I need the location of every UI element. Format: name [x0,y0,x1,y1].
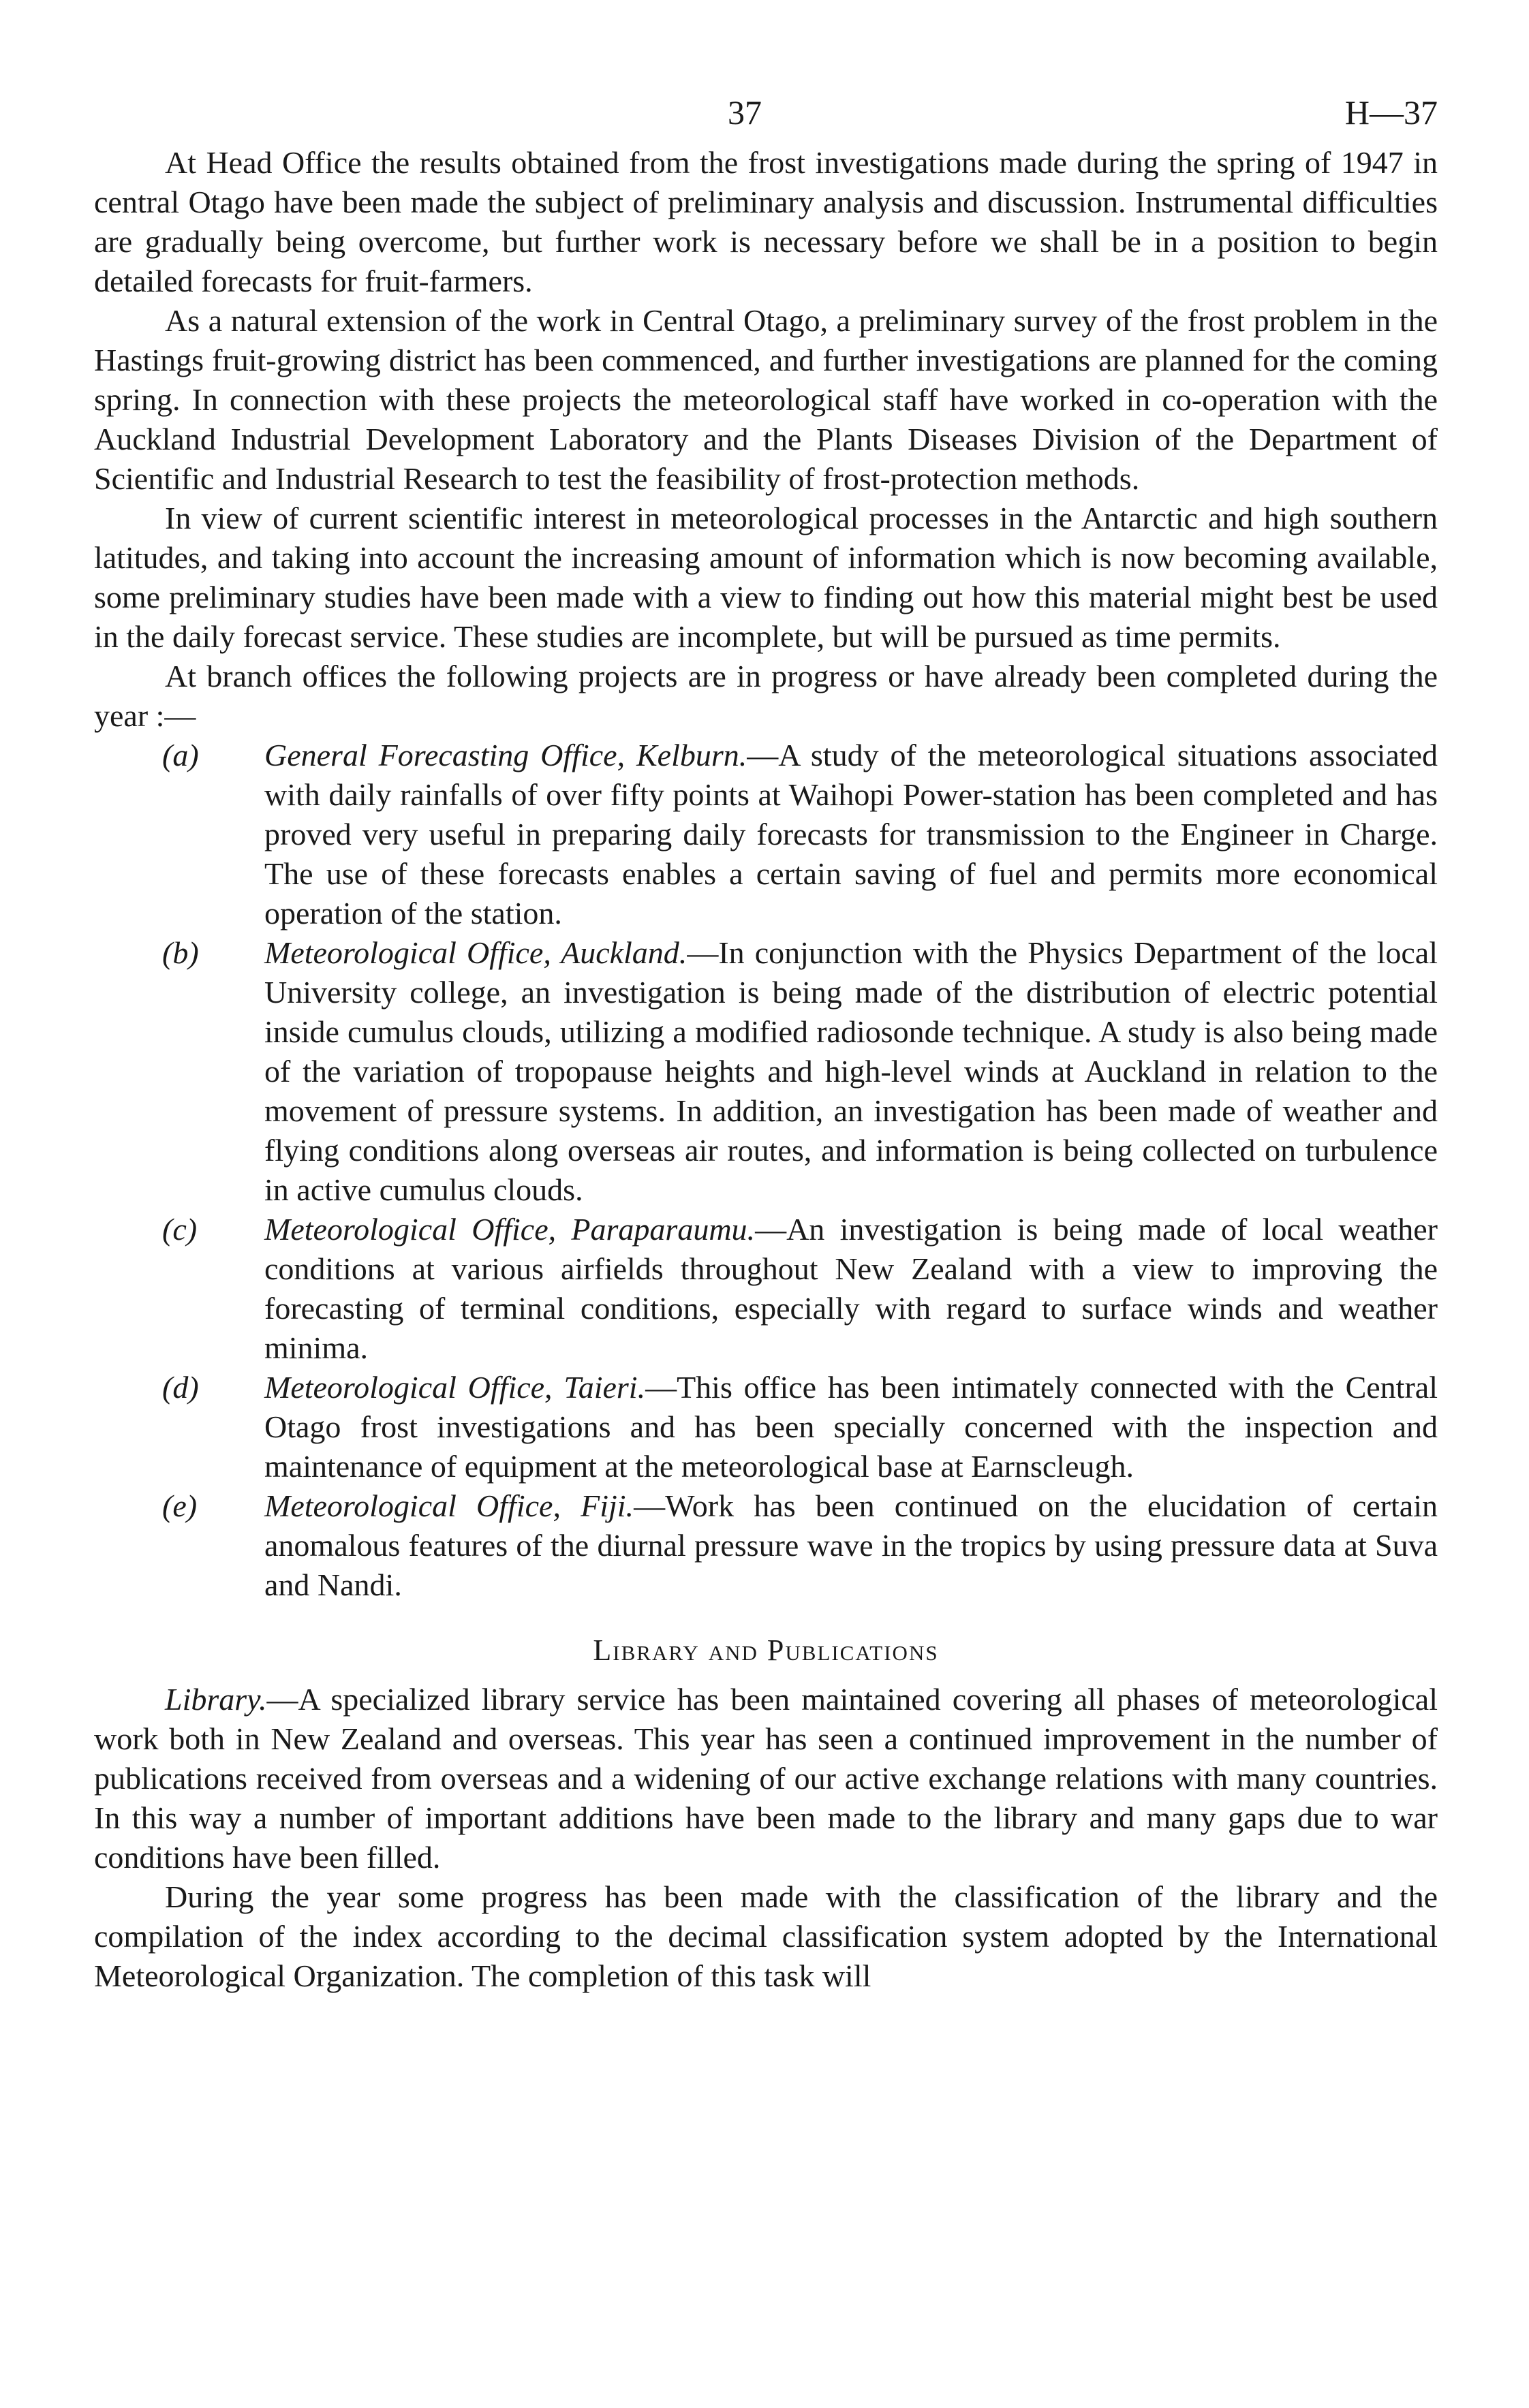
office-name: Meteorological Office, Taieri. [264,1370,646,1405]
list-label: (e) [162,1488,198,1523]
document-reference: H—37 [1344,93,1438,131]
paragraph-hastings-survey: As a natural extension of the work in Central Otago, a preliminary survey of the frost problem in the Hastings fruit-growing district has been commenced, and further investigations are planned for the coming spring. In connection with these projects the meteorological staff have worked in co-operation with the Auckland Industrial Development Laboratory and the Plants Diseases Division of the Department of Scientific and Industrial Research to test the feasibility of frost-protection methods. [94,303,1438,496]
office-name: General Forecasting Office, Kelburn. [264,738,747,772]
list-label: (a) [162,738,199,772]
office-name: Meteorological Office, Auckland. [264,935,688,970]
document-page [94,82,1438,1996]
list-label: (c) [162,1212,198,1247]
run-in-heading: Library. [165,1682,267,1717]
branch-office-list [94,736,1438,1605]
list-label: (b) [162,935,199,970]
list-item-taieri [94,1368,1438,1486]
list-item-text: —In conjunction with the Physics Department of the local University college, an investigation is being made of the distribution of electric potential inside cumulus clouds, utilizing a modified radiosonde technique. A study is also being made of the variation of tropopause heights and high-level winds at Auckland in relation to the movement of pressure systems. In addition, an investigation has been made of weather and flying conditions along overseas air routes, and information is being collected on turbulence in active cumulus clouds. [264,935,1438,1207]
list-label: (d) [162,1370,199,1405]
list-item-paraparaumu [94,1210,1438,1368]
section-heading-library: Library and Publications [593,1633,939,1667]
office-name: Meteorological Office, Fiji. [264,1488,634,1523]
list-item-text: —Work has been continued on the elucidation of certain anomalous features of the diurnal pressure wave in the tropics by using pressure data at Suva and Nandi. [264,1488,1438,1602]
list-item-fiji [94,1486,1438,1605]
page-header [94,82,1438,143]
paragraph-library-text: —A specialized library service has been maintained covering all phases of meteorological work both in New Zealand and overseas. This year has seen a continued improvement in the number of publications received from overseas and a widening of our active exchange relations with many countries. In this way a number of important additions have been made to the library and many gaps due to war conditions have been filled. [94,1682,1438,1875]
list-item-kelburn [94,736,1438,933]
office-name: Meteorological Office, Paraparaumu. [264,1212,756,1247]
list-item-text: —This office has been intimately connected with the Central Otago frost investigations and has been specially concerned with the inspection and maintenance of equipment at the meteorological base at Earnscleugh. [264,1370,1438,1484]
paragraph-library [94,1680,1438,1877]
paragraph-branch-offices-intro: At branch offices the following projects are in progress or have already been completed during the year :— [94,659,1438,733]
paragraph-antarctic-studies: In view of current scientific interest in meteorological processes in the Antarctic and high southern latitudes, and taking into account the increasing amount of information which is now becoming available, some preliminary studies have been made with a view to finding out how this material might best be used in the daily forecast service. These studies are incomplete, but will be pursued as time permits. [94,501,1438,654]
page-number: 37 [728,93,762,131]
list-item-text: —A study of the meteorological situations associated with daily rainfalls of over fifty points at Waihopi Power-station has been completed and has proved very useful in preparing daily forecasts for transmission to the Engineer in Charge. The use of these forecasts enables a certain saving of fuel and permits more economical operation of the station. [264,738,1438,931]
paragraph-head-office-frost: At Head Office the results obtained from the frost investigations made during the spring of 1947 in central Otago have been made the subject of preliminary analysis and discussion. Instrumental difficulties are gradually being overcome, but further work is necessary before we shall be in a position to begin detailed forecasts for fruit-farmers. [94,145,1438,298]
list-item-text: —An investigation is being made of local weather conditions at various airfields throughout New Zealand with a view to improving the forecasting of terminal conditions, especially with regard to surface winds and weather minima. [264,1212,1438,1365]
body-text [94,143,1438,1996]
paragraph-classification: During the year some progress has been made with the classification of the library and the compilation of the index according to the decimal classification system adopted by the International Meteorological Organization. The completion of this task will [94,1879,1438,1993]
list-item-auckland [94,933,1438,1210]
